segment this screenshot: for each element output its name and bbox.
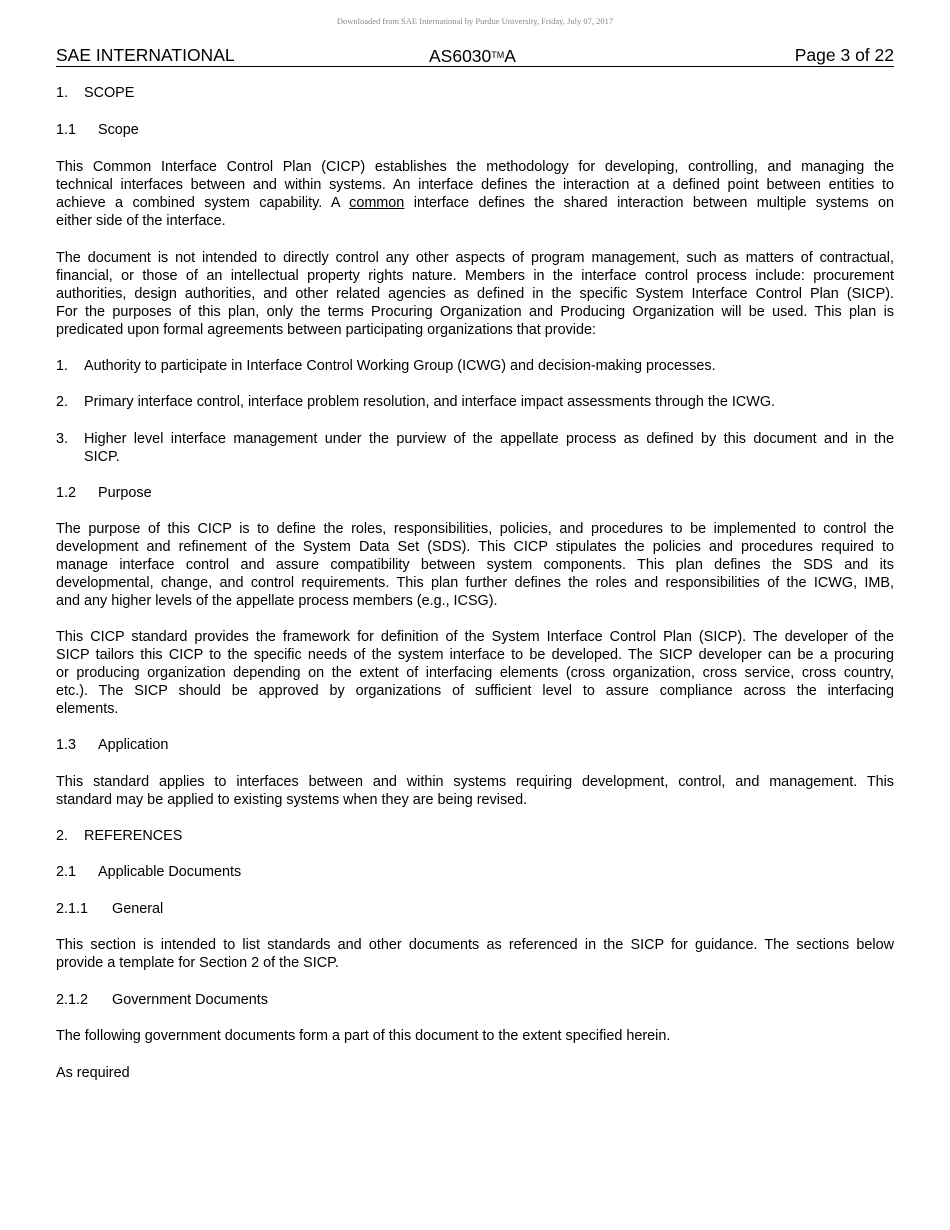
paragraph-line: and any higher levels of the appellate process members (e.g., ICSG). xyxy=(56,593,498,609)
list-number: 3. xyxy=(56,431,69,447)
section-heading xyxy=(56,121,894,139)
paragraph-line: etc.). The SICP should be approved by organizations of sufficient level to assure compliance across the interfacing xyxy=(56,683,894,699)
section-title: Purpose xyxy=(98,485,152,501)
paragraph-line: technical interfaces between and within systems. An interface defines the interaction at a defined point between entities to xyxy=(56,177,894,193)
section-number: 1.1 xyxy=(56,122,77,138)
section-title: Application xyxy=(98,737,169,753)
section-title: REFERENCES xyxy=(84,828,183,844)
section-title: Government Documents xyxy=(112,992,268,1008)
section-title: SCOPE xyxy=(84,85,135,101)
paragraph-text: achieve a combined system capability. A xyxy=(56,195,340,211)
header-doc-base: AS6030 xyxy=(429,46,492,66)
section-number: 1.2 xyxy=(56,485,77,501)
list-number: 2. xyxy=(56,394,69,410)
list-item xyxy=(56,430,894,448)
paragraph-line: This Common Interface Control Plan (CICP) establishes the methodology for developing, controlling, and managing the xyxy=(56,159,894,175)
paragraph-line: The purpose of this CICP is to define the roles, responsibilities, policies, and procedures to be implemented to control the xyxy=(56,521,894,537)
header-trademark: TM xyxy=(491,50,505,60)
section-heading xyxy=(56,863,894,881)
section-number: 2. xyxy=(56,828,69,844)
section-title: Applicable Documents xyxy=(98,864,242,880)
header-document-number xyxy=(429,45,516,67)
paragraph-line: development and refinement of the System Data Set (SDS). This CICP stipulates the policies and procedures required to xyxy=(56,539,894,555)
paragraph-text: interface defines the shared interaction between multiple systems on xyxy=(413,195,894,211)
paragraph-line: authorities, design authorities, and other related agencies as defined in the specific System Interface Control Plan (SICP). xyxy=(56,286,894,302)
section-heading xyxy=(56,991,894,1009)
page-header xyxy=(56,45,894,67)
list-number: 1. xyxy=(56,358,69,374)
paragraph-line: either side of the interface. xyxy=(56,213,226,229)
list-text: Higher level interface management under the purview of the appellate process as defined by this document and in the xyxy=(84,431,894,447)
section-heading xyxy=(56,900,894,918)
paragraph-line: This section is intended to list standards and other documents as referenced in the SICP for guidance. The sections below xyxy=(56,937,894,953)
paragraph-line: The following government documents form a part of this document to the extent specified herein. xyxy=(56,1028,671,1044)
paragraph-line: provide a template for Section 2 of the SICP. xyxy=(56,955,339,971)
section-number: 1. xyxy=(56,85,69,101)
paragraph-line: As required xyxy=(56,1065,130,1081)
section-number: 2.1.2 xyxy=(56,992,89,1008)
section-title: General xyxy=(112,901,164,917)
paragraph-line: SICP tailors this CICP to the specific needs of the system interface to be developed. The SICP developer can be a procuring xyxy=(56,647,894,663)
download-watermark: Downloaded from SAE International by Purdue University, Friday, July 07, 2017 xyxy=(336,16,614,26)
paragraph-line: For the purposes of this plan, only the terms Procuring Organization and Producing Organization will be used. This plan is xyxy=(56,304,894,320)
paragraph-line: developmental, change, and control requirements. This plan further defines the roles and responsibilities of the ICWG, IMB, xyxy=(56,575,894,591)
list-item xyxy=(56,357,894,375)
section-title: Scope xyxy=(98,122,139,138)
underlined-term: common xyxy=(349,195,405,211)
paragraph-line: elements. xyxy=(56,701,119,717)
list-text: Primary interface control, interface problem resolution, and interface impact assessments through the ICWG. xyxy=(84,394,776,410)
paragraph-line: or producing organization depending on the extent of interfacing elements (cross organization, cross service, cross country, xyxy=(56,665,894,681)
section-heading xyxy=(56,484,894,502)
section-number: 2.1.1 xyxy=(56,901,89,917)
list-text-continued: SICP. xyxy=(84,449,120,465)
paragraph-line: predicated upon formal agreements between participating organizations that provide: xyxy=(56,322,596,338)
section-heading xyxy=(56,736,894,754)
section-heading xyxy=(56,84,894,102)
paragraph-line: This CICP standard provides the framework for definition of the System Interface Control Plan (SICP). The developer of the xyxy=(56,629,894,645)
paragraph-line: standard may be applied to existing systems when they are being revised. xyxy=(56,792,528,808)
paragraph-line: financial, or those of an intellectual property rights nature. Members in the interface control process include: procurement xyxy=(56,268,894,284)
paragraph-line: manage interface control and assure compatibility between system components. This plan defines the SDS and its xyxy=(56,557,894,573)
paragraph-line: This standard applies to interfaces between and within systems requiring development, control, and management. This xyxy=(56,774,894,790)
header-doc-suffix: A xyxy=(504,46,516,66)
paragraph-line xyxy=(56,194,894,212)
list-item xyxy=(56,393,894,411)
section-number: 1.3 xyxy=(56,737,77,753)
section-number: 2.1 xyxy=(56,864,77,880)
list-text: Authority to participate in Interface Control Working Group (ICWG) and decision-making processes. xyxy=(84,358,716,374)
header-organization: SAE INTERNATIONAL xyxy=(56,45,235,65)
section-heading xyxy=(56,827,894,845)
paragraph-line: The document is not intended to directly control any other aspects of program management, such as matters of contractual, xyxy=(56,250,894,266)
header-page-number: Page 3 of 22 xyxy=(794,45,894,65)
